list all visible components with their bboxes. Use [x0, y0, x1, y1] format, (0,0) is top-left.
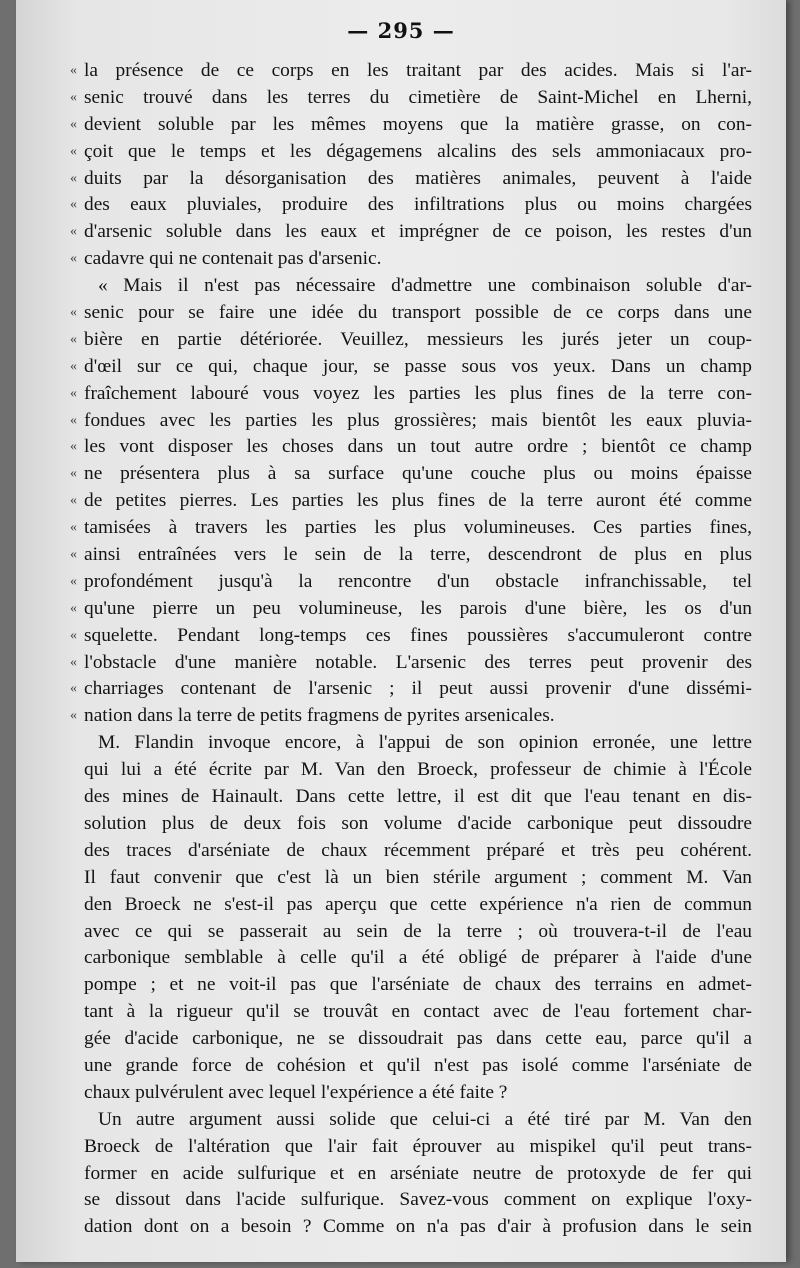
text-line: den Broeck ne s'est-il pas aperçu que cette expérience n'a rien de commun — [84, 893, 752, 915]
text-line: se dissout dans l'acide sulfurique. Savez-vous comment on explique l'oxy- — [84, 1189, 752, 1211]
text-line: chaux pulvérulent avec lequel l'expérience a été faite ? — [84, 1081, 508, 1103]
text-line: « çoit que le temps et les dégagemens alcalins des sels ammoniacaux pro- — [84, 139, 752, 166]
text-line: gée d'acide carbonique, ne se dissoudrait pas dans cette eau, parce qu'il a — [84, 1028, 752, 1050]
paragraph-flandin-letter — [84, 730, 752, 1106]
text-line: Un autre argument aussi solide que celui-ci a été tiré par M. Van den — [98, 1108, 752, 1130]
quote-mark: « — [70, 89, 77, 105]
text-line: « de petites pierres. Les parties les plus fines de la terre auront été comme — [84, 488, 752, 515]
text-line: « qu'une pierre un peu volumineuse, les parois d'une bière, les os d'un — [84, 596, 752, 623]
text-line: dation dont on a besoin ? Comme on n'a pas d'air à profusion dans le sein — [84, 1216, 752, 1238]
text-line: « Mais il n'est pas nécessaire d'admettre une combinaison soluble d'ar- — [98, 275, 752, 297]
text-line: Broeck de l'altération que l'air fait éprouver au mispikel qu'il peut trans- — [84, 1135, 752, 1157]
quote-mark: « — [70, 251, 77, 267]
quote-mark: « — [70, 681, 77, 697]
quote-mark: « — [70, 627, 77, 643]
quote-mark: « — [70, 466, 77, 482]
text-line: avec ce qui se passerait au sein de la terre ; où trouvera-t-il de l'eau — [84, 920, 752, 942]
text-line: « d'œil sur ce qui, chaque jour, se passe sous vos yeux. Dans un champ — [84, 354, 752, 381]
quote-mark: « — [70, 358, 77, 374]
text-line: « bière en partie détériorée. Veuillez, messieurs les jurés jeter un coup- — [84, 327, 752, 354]
quoted-passage — [70, 58, 752, 730]
text-line: solution plus de deux fois son volume d'acide carbonique peut dissoudre — [84, 812, 752, 834]
quote-mark: « — [70, 654, 77, 670]
quote-mark: « — [70, 170, 77, 186]
page-number: — 295 — — [347, 18, 455, 43]
quote-mark: « — [70, 439, 77, 455]
quote-mark: « — [70, 573, 77, 589]
text-line: « ne présentera plus à sa surface qu'une couche plus ou moins épaisse — [84, 461, 752, 488]
quote-mark: « — [70, 143, 77, 159]
quote-mark: « — [70, 520, 77, 536]
text-line: « ainsi entraînées vers le sein de la terre, descendront de plus en plus — [84, 542, 752, 569]
text-line: « des eaux pluviales, produire des infiltrations plus ou moins chargées — [84, 192, 752, 219]
text-line: tant à la rigueur qu'il se trouvât en contact avec de l'eau fortement char- — [84, 1001, 752, 1023]
text-line: former en acide sulfurique et en arséniate neutre de protoxyde de fer qui — [84, 1162, 752, 1184]
text-line: « charriages contenant de l'arsenic ; il peut aussi provenir d'une dissémi- — [84, 676, 752, 703]
text-line: « nation dans la terre de petits fragmens de pyrites arsenicales. — [84, 703, 752, 730]
text-line: « duits par la désorganisation des matières animales, peuvent à l'aide — [84, 166, 752, 193]
text-line: une grande force de cohésion et qu'il n'est pas isolé comme l'arséniate de — [84, 1054, 752, 1076]
text-line: « l'obstacle d'une manière notable. L'arsenic des terres peut provenir des — [84, 650, 752, 677]
quote-mark: « — [70, 305, 77, 321]
quote-mark: « — [70, 708, 77, 724]
text-line: des mines de Hainault. Dans cette lettre, il est dit que l'eau tenant en dis- — [84, 786, 752, 808]
quote-mark: « — [70, 331, 77, 347]
quote-mark: « — [70, 63, 77, 78]
text-line: Il faut convenir que c'est là un bien stérile argument ; comment M. Van — [84, 866, 752, 888]
text-line: « fondues avec les parties les plus grossières; mais bientôt les eaux pluvia- — [84, 408, 752, 435]
text-line: « senic trouvé dans les terres du cimetière de Saint-Michel en Lherni, — [84, 85, 752, 112]
text-line: « fraîchement labouré vous voyez les parties les plus fines de la terre con- — [84, 381, 752, 408]
quote-mark: « — [70, 224, 77, 240]
quote-mark: « — [70, 116, 77, 132]
quote-mark: « — [70, 600, 77, 616]
quote-mark: « — [70, 493, 77, 509]
text-line: qui lui a été écrite par M. Van den Broeck, professeur de chimie à l'École — [84, 759, 752, 781]
quote-mark: « — [70, 385, 77, 401]
text-line: « profondément jusqu'à la rencontre d'un obstacle infranchissable, tel — [84, 569, 752, 596]
text-line: pompe ; et ne voit-il pas que l'arséniate de chaux des terrains en admet- — [84, 974, 752, 996]
paragraph-mispikel-argument — [84, 1107, 752, 1241]
page-text — [70, 58, 752, 1241]
quote-mark: « — [70, 197, 77, 213]
text-line: « cadavre qui ne contenait pas d'arsenic. — [84, 246, 752, 273]
quote-mark: « — [70, 547, 77, 563]
text-line: « tamisées à travers les parties les plus volumineuses. Ces parties fines, — [84, 515, 752, 542]
quote-mark: « — [70, 412, 77, 428]
text-line: M. Flandin invoque encore, à l'appui de son opinion erronée, une lettre — [98, 732, 752, 754]
text-line: des traces d'arséniate de chaux récemment préparé et très peu cohérent. — [84, 839, 752, 861]
text-line: « squelette. Pendant long-temps ces fines poussières s'accumuleront contre — [84, 623, 752, 650]
book-page — [16, 0, 786, 1262]
text-line: « d'arsenic soluble dans les eaux et imprégner de ce poison, les restes d'un — [84, 219, 752, 246]
text-line: carbonique semblable à celle qu'il a été obligé de préparer à l'aide d'une — [84, 947, 752, 969]
text-line: « senic pour se faire une idée du transport possible de ce corps dans une — [84, 300, 752, 327]
text-line: « la présence de ce corps en les traitant par des acides. Mais si l'ar- — [84, 58, 752, 85]
text-line: « les vont disposer les choses dans un tout autre ordre ; bientôt ce champ — [84, 434, 752, 461]
text-line: « devient soluble par les mêmes moyens que la matière grasse, on con- — [84, 112, 752, 139]
